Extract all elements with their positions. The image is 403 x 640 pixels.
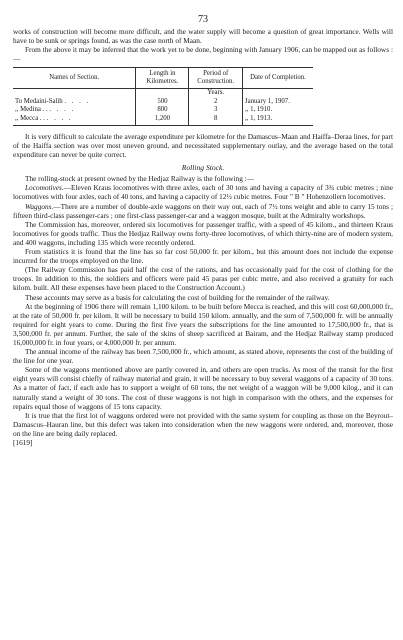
row-period: 8 [189,115,243,126]
document-page [13,14,393,447]
row-period: 3 [189,106,243,114]
paragraph-coupling: It is true that the first lot of waggons ordered were not provided with the same system for coupling as those on the Beyrout–Damascus–Hauran line, but this defect was taken into consideration when the new waggons were ordered, and, moreover, those on the line are being daily replaced. [13,410,393,438]
paragraph-statistics: From statistics it is found that the line has so far cost 50,000 fr. per kilom., but this amount does not include the expense incurred for the troops employed on the line. [13,247,393,266]
row-length: 500 [136,98,189,106]
header-length: Length in Kilometres. [136,68,189,89]
paragraph-waggons-transit: Some of the waggons mentioned above are partly covered in, and others are open trucks. As most of the transit for the first eight years will consist chiefly of railway material and grain, it will be necessary to buy several waggons of a capacity of 30 tons. As a matter of fact, if each axle has to support a weight of 60 tons, the net weight of a waggon will be 9,000 kilog., and it can naturally stand a weight of 30 tons. The cost of these waggons is not high in comparison with the others, and the expenses for repairs equal those of waggons of 15 tons capacity. [13,365,393,411]
paragraph-income: The annual income of the railway has been 7,500,000 fr., which amount, as stated above, represents the cost of the building of the line for one year. [13,347,393,366]
paragraph-rolling-intro: The rolling-stock at present owned by the Hedjaz Railway is the following :— [25,174,254,184]
waggons-text: —There are a number of double-axle waggons on their way out, each of 7½ tons weight and able to carry 15 tons ; fifteen third-class passenger-cars ; one first-class passenger-car and a waggon mosque, built at the Admiralty workshops. [13,201,393,220]
paragraph-rations: (The Railway Commission has paid half the cost of the rations, and has occasionally paid for the cost of clothing for the troops. In addition to this, the soldiers and officers were paid 45 paras per cubic metre, and also received a gratuity for each kilom. built. All these expenses have been placed to the Construction Account.) [13,265,393,293]
row-date: ,, 1, 1910. [242,106,313,114]
footer-reference: [1619] [13,438,33,447]
table-row [13,98,313,106]
page-number: 73 [198,14,208,25]
paragraph-commission: The Commission has, moreover, ordered six locomotives for passenger traffic, with a speed of 45 kilom., and thirteen Kraus locomotives for goods traffic. Thus the Hedjaz Railway owns forty-three locomotives, of which thirty-nine are of modern system, and 400 waggons, including 135 which were recently ordered. [13,219,393,247]
paragraph-intro: works of construction will become more difficult, and the water supply will become a question of great importance. Wells will have to be sunk or springs found, as was the case north of Maan. [13,27,393,46]
header-date: Date of Completion. [242,68,313,89]
leader-dots: . . . . [64,97,91,105]
table-row [13,115,313,126]
row-length: 800 [136,106,189,114]
construction-table [13,67,313,126]
row-date: ,, 1, 1913. [242,115,313,126]
section-heading: Rolling Stock. [181,163,225,173]
row-name: ,, Mecca . . [15,114,46,122]
subheader-years: Years. [189,89,243,98]
row-name: ,, Medina . . [15,106,48,114]
paragraph-locomotives [13,183,393,201]
leader-dots: . . . . [49,106,76,114]
table-subheader-row [13,89,313,98]
paragraph-accounts: These accounts may serve as a basis for calculating the cost of building for the remainder of the railway. [25,292,330,302]
waggons-label: Waggons. [25,201,54,211]
row-length: 1,200 [136,115,189,126]
table-row [13,106,313,114]
leader-dots: . . . . [46,114,73,122]
paragraph-expenditure: It is very difficult to calculate the average expenditure per kilometre for the Damascus–Maan and Haiffa–Deraa lines, for part of the Haiffa section was over most uneven ground, and necessitated supplementary outlay, and the average based on the total expenditure can never be quite correct. [13,132,393,160]
paragraph-mapped: From the above it may be inferred that the work yet to be done, beginning with January 1906, can be mapped out as follows :— [13,45,393,64]
paragraph-waggons [13,202,393,220]
paragraph-1906: At the beginning of 1906 there will remain 1,100 kilom. to be built before Mecca is reached, and this will cost 60,000,000 fr., at the rate of 50,000 fr. per kilom. It will be necessary to build 150 kilom. annually, and the sum of 7,500,000 fr. will be annually required for eight years to come. During the first five years the subscriptions for the line amounted to 17,500,000 fr., that is 3,500,000 fr. per annum. Further, the sale of the skins of sheep sacrificed at Bairam, and the Hedjaz Railway stamp produced 16,000,000 fr. in four years, or 4,000,000 fr. per annum. [13,301,393,347]
row-period: 2 [189,98,243,106]
locomotives-label: Locomotives. [25,183,64,193]
row-name: To Medaini-Salih [15,97,63,105]
table-header-row [13,68,313,89]
row-date: January 1, 1907. [242,98,313,106]
locomotives-text: —Eleven Kraus locomotives with three axles, each of 30 tons and having a capacity of 3¾ cubic metres ; nine locomotives with four axles, each of 40 tons, and having a capacity of 12½ cubic metres. Four " B " Hohenzollern locomotives. [13,183,393,202]
header-period: Period of Construction. [189,68,243,89]
header-section: Names of Section. [13,68,136,89]
